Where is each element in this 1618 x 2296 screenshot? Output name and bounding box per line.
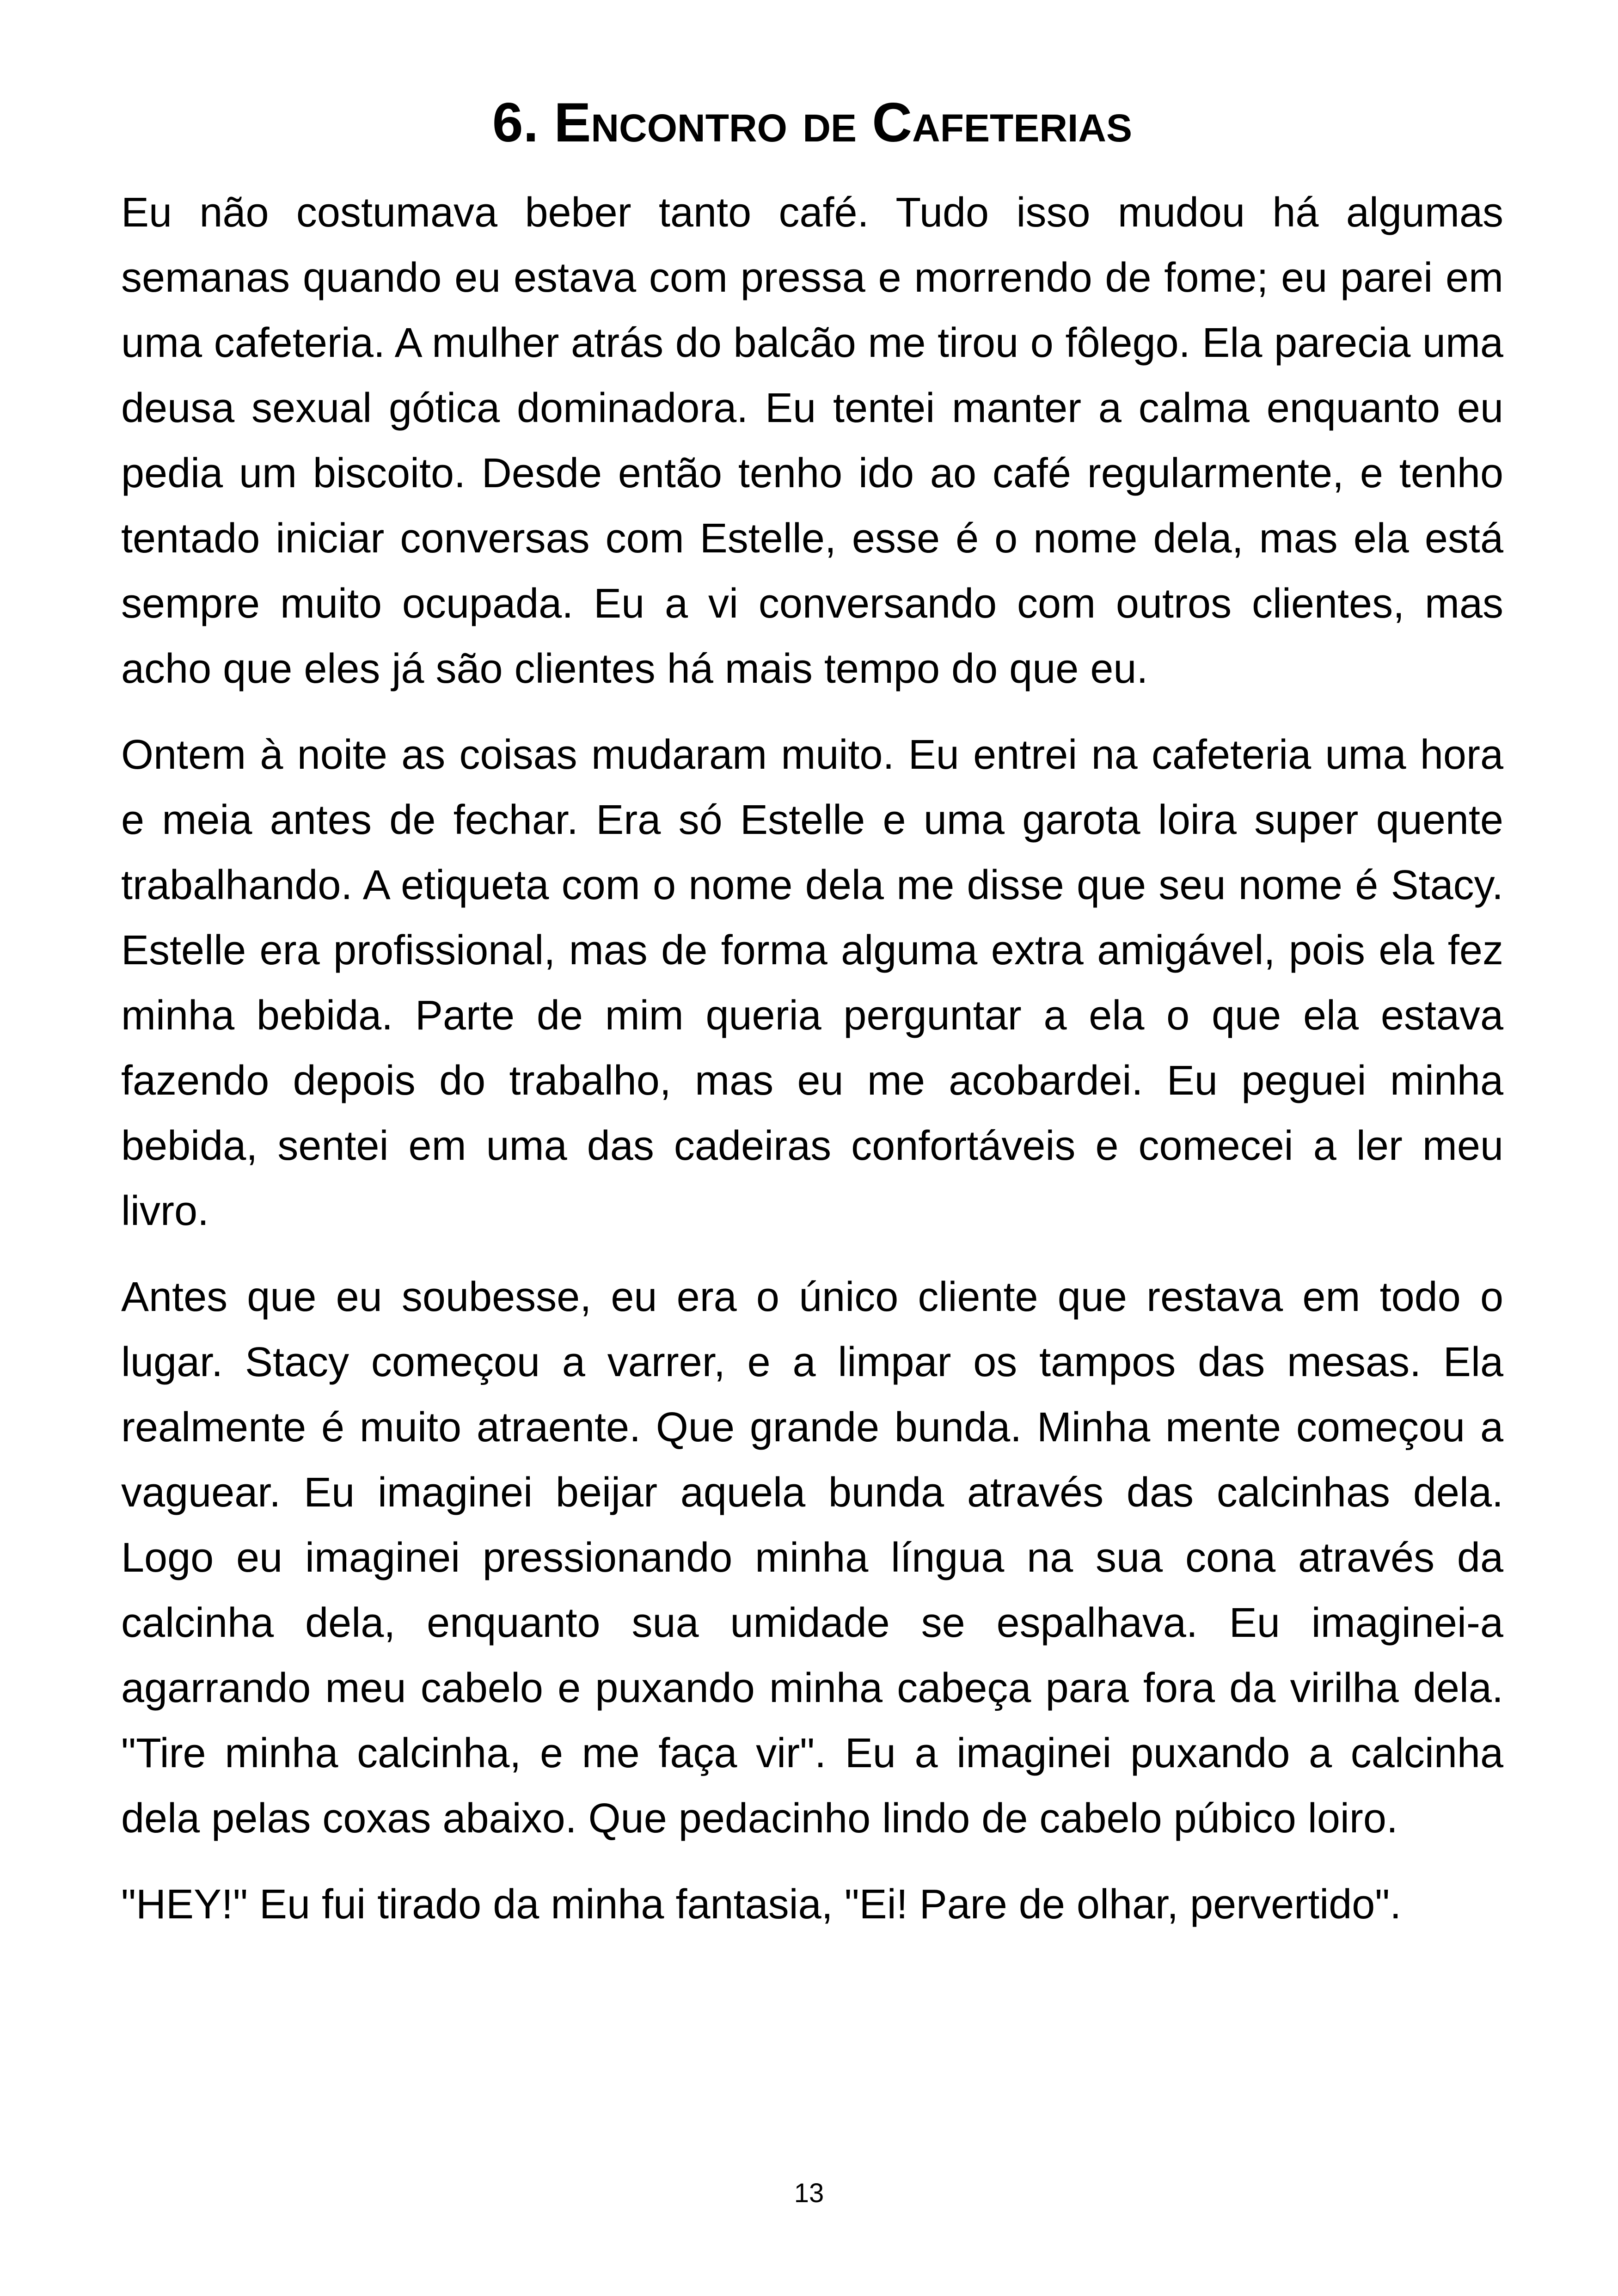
paragraph-2: Ontem à noite as coisas mudaram muito. Eu entrei na cafeteria uma hora e meia antes de fechar. Era só Estelle e uma garota loira super quente trabalhando. A etiqueta com o nome dela me disse que seu nome é Stacy. Estelle era profissional, mas de forma alguma extra amigável, pois ela fez minha bebida. Parte de mim queria perguntar a ela o que ela estava fazendo depois do trabalho, mas eu me acobardei. Eu peguei minha bebida, sentei em uma das cadeiras confortáveis e comecei a ler meu livro.	[121, 732, 1503, 1234]
chapter-title: 6. Encontro de Cafeterias	[492, 92, 1133, 153]
paragraph-1: Eu não costumava beber tanto café. Tudo isso mudou há algumas semanas quando eu estava com pressa e morrendo de fome; eu parei em uma cafeteria. A mulher atrás do balcão me tirou o fôlego. Ela parecia uma deusa sexual gótica dominadora. Eu tentei manter a calma enquanto eu pedia um biscoito. Desde então tenho ido ao café regularmente, e tenho tentado iniciar conversas com Estelle, esse é o nome dela, mas ela está sempre muito ocupada. Eu a vi conversando com outros clientes, mas acho que eles já são clientes há mais tempo do que eu.	[121, 190, 1503, 692]
page-body	[121, 88, 1503, 1958]
page-number: 13	[794, 2178, 824, 2208]
paragraph-4: "HEY!" Eu fui tirado da minha fantasia, "Ei! Pare de olhar, pervertido".	[121, 1881, 1402, 1928]
paragraph-3: Antes que eu soubesse, eu era o único cliente que restava em todo o lugar. Stacy começou a varrer, e a limpar os tampos das mesas. Ela realmente é muito atraente. Que grande bunda. Minha mente começou a vaguear. Eu imaginei beijar aquela bunda através das calcinhas dela. Logo eu imaginei pressionando minha língua na sua cona através da calcinha dela, enquanto sua umidade se espalhava. Eu imaginei-a agarrando meu cabelo e puxando minha cabeça para fora da virilha dela. "Tire minha calcinha, e me faça vir". Eu a imaginei puxando a calcinha dela pelas coxas abaixo. Que pedacinho lindo de cabelo púbico loiro.	[121, 1274, 1503, 1842]
